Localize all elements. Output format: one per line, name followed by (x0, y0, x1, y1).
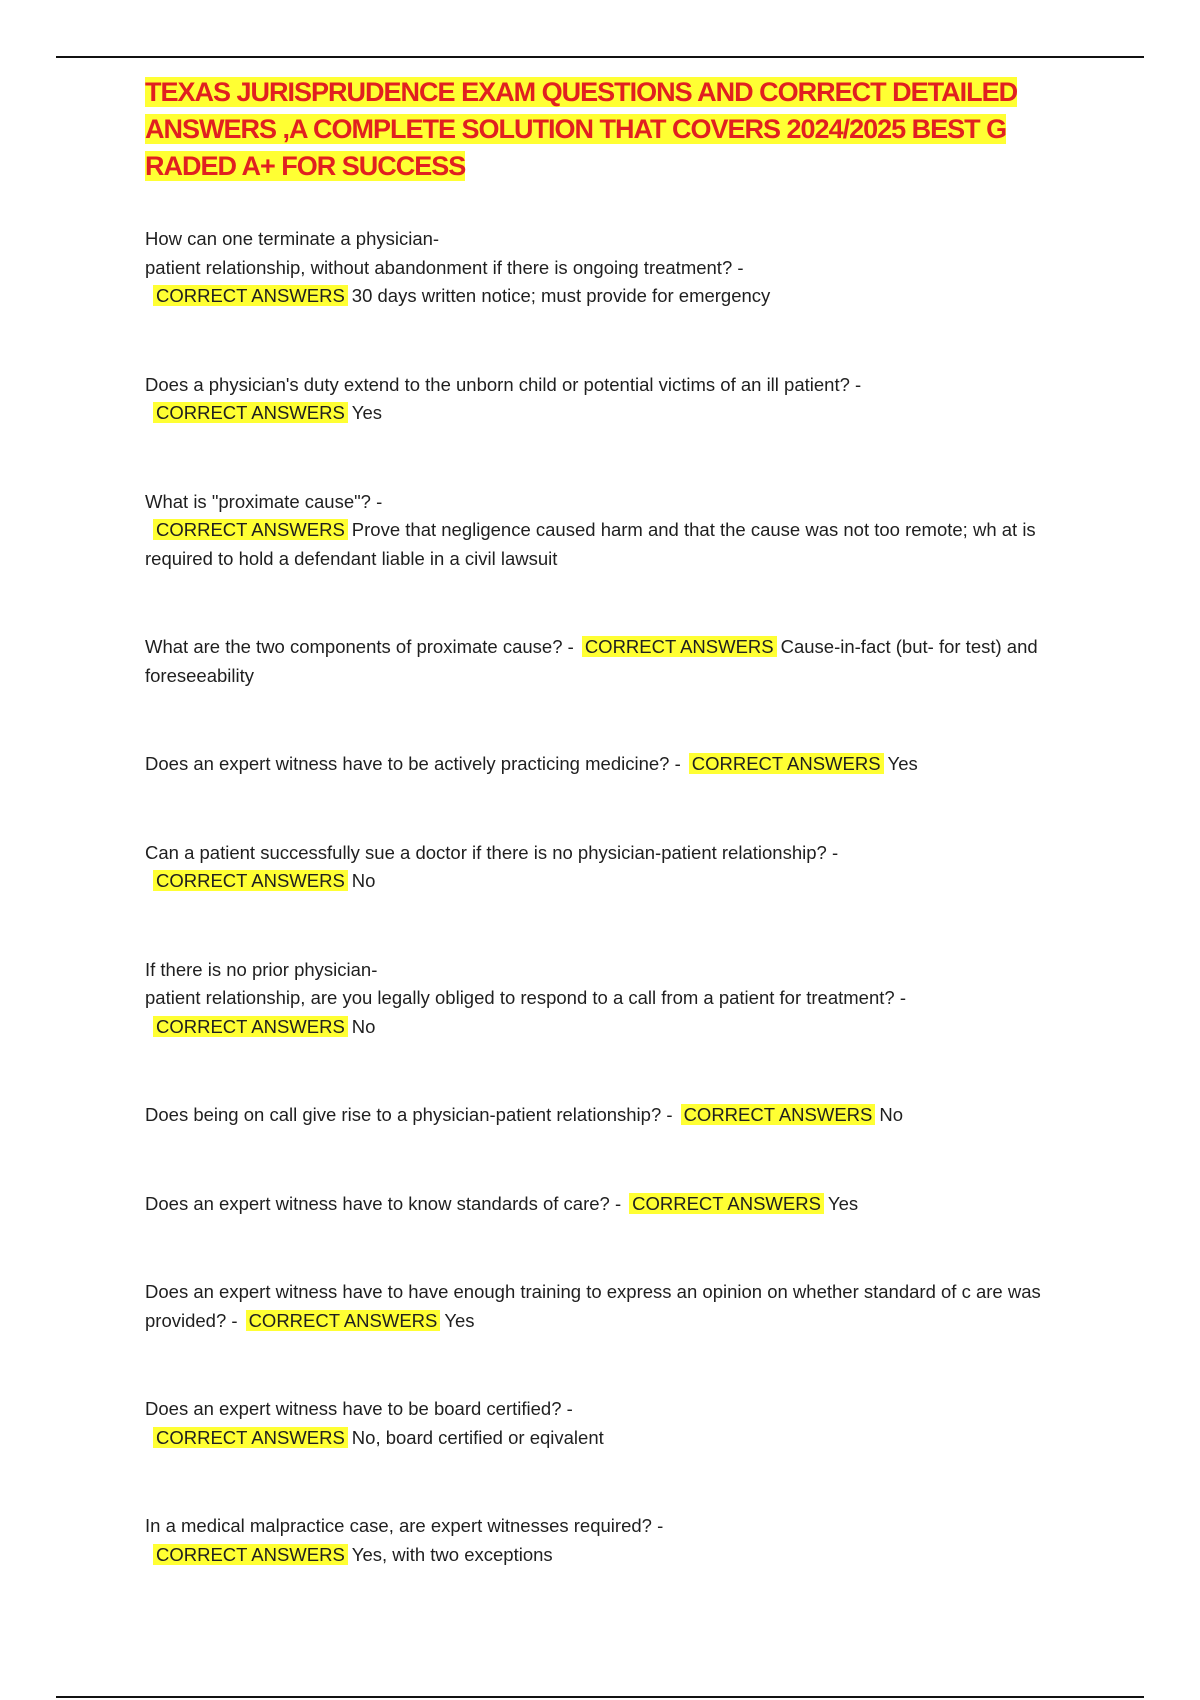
answer-text: No, board certified or eqivalent (351, 1426, 604, 1448)
question-text: Does an expert witness have to be board certified? - (145, 1398, 573, 1419)
question-text: Can a patient successfully sue a doctor if there is no physician-patient relationship? - (145, 841, 839, 863)
correct-answers-label: CORRECT ANSWERS (153, 519, 348, 540)
answer-text: 30 days written notice; must provide for emergency (351, 285, 771, 306)
answer-text: No (351, 870, 376, 891)
answer-text: Yes (351, 402, 382, 423)
qa-item (145, 750, 1070, 779)
correct-answers-label: CORRECT ANSWERS (246, 1310, 441, 1331)
question-text: Does a physician's duty extend to the unborn child or potential victims of an ill patient? - (145, 373, 862, 395)
question-text: patient relationship, without abandonment if there is ongoing treatment? - (145, 256, 744, 278)
answer-text: Yes (444, 1309, 475, 1331)
qa-item (145, 956, 1070, 1042)
qa-item (145, 839, 1070, 896)
document-page (145, 74, 1070, 1569)
correct-answers-label: CORRECT ANSWERS (582, 636, 777, 657)
question-text: Does an expert witness have to have enough training to express an opinion on whether standard of c are was provided? - (145, 1281, 1046, 1331)
qa-item (145, 225, 1070, 311)
question-text: How can one terminate a physician- (145, 228, 440, 249)
answer-text: Prove that negligence caused harm and that the cause was not too remote; wh at is required to hold a defendant liable in a civil lawsuit (145, 519, 1036, 569)
qa-item (145, 633, 1070, 690)
answer-text: Yes, with two exceptions (351, 1543, 553, 1565)
correct-answers-label: CORRECT ANSWERS (153, 870, 348, 891)
qa-item (145, 1190, 1070, 1219)
answer-text: No (879, 1104, 904, 1125)
answer-text: Yes (887, 753, 918, 774)
question-text: If there is no prior physician- (145, 958, 378, 980)
top-rule (56, 56, 1144, 58)
correct-answers-label: CORRECT ANSWERS (153, 1427, 348, 1448)
answer-text: No (351, 1015, 376, 1037)
question-text: patient relationship, are you legally obliged to respond to a call from a patient for treatment? - (145, 987, 906, 1008)
document-title: TEXAS JURISPRUDENCE EXAM QUESTIONS AND CORRECT DETAILED ANSWERS ,A COMPLETE SOLUTION THAT COVERS 2024/2025 BEST G RADED A+ FOR SUCCESS (145, 77, 1018, 181)
correct-answers-label: CORRECT ANSWERS (153, 402, 348, 423)
correct-answers-label: CORRECT ANSWERS (681, 1104, 876, 1125)
question-text: Does being on call give rise to a physician-patient relationship? - (145, 1104, 673, 1125)
correct-answers-label: CORRECT ANSWERS (689, 753, 884, 774)
question-text: Does an expert witness have to know standards of care? - (145, 1192, 622, 1214)
answer-text: Yes (827, 1192, 859, 1214)
qa-item (145, 1395, 1070, 1452)
question-text: What is "proximate cause"? - (145, 490, 383, 512)
question-text: In a medical malpractice case, are expert witnesses required? - (145, 1515, 664, 1536)
qa-item (145, 1278, 1070, 1335)
bottom-rule (56, 1696, 1144, 1698)
correct-answers-label: CORRECT ANSWERS (153, 1016, 348, 1037)
correct-answers-label: CORRECT ANSWERS (153, 285, 348, 306)
qa-list (145, 225, 1070, 1569)
correct-answers-label: CORRECT ANSWERS (629, 1193, 824, 1214)
question-text: Does an expert witness have to be actively practicing medicine? - (145, 753, 681, 774)
correct-answers-label: CORRECT ANSWERS (153, 1544, 348, 1565)
qa-item (145, 1512, 1070, 1569)
answer-text: Cause-in-fact (but- for test) and foreseeability (145, 636, 1038, 686)
qa-item (145, 488, 1070, 574)
question-text: What are the two components of proximate cause? - (145, 636, 574, 657)
qa-item (145, 1101, 1070, 1130)
qa-item (145, 371, 1070, 428)
